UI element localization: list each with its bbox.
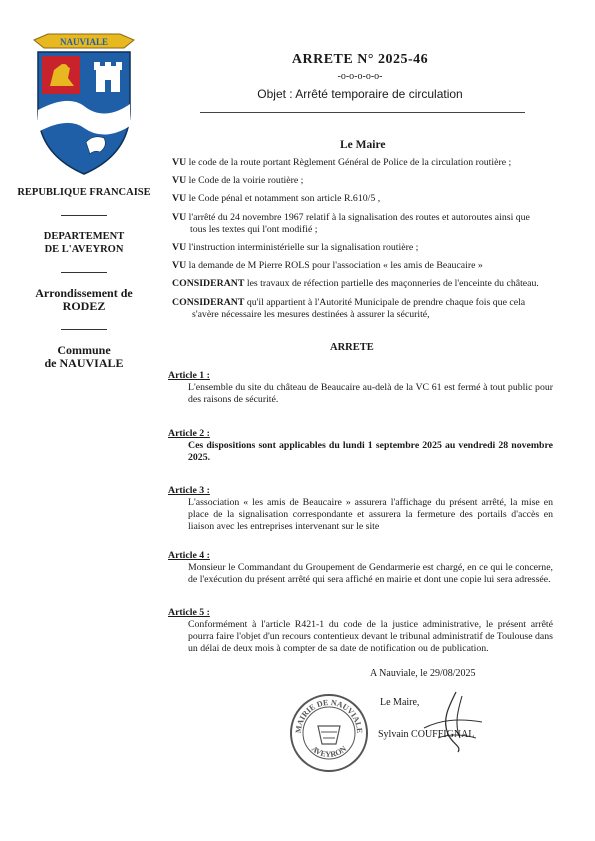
department-line-1: DEPARTEMENT — [43, 231, 125, 242]
preamble-keyword: CONSIDERANT — [172, 296, 245, 308]
article-body: Monsieur le Commandant du Groupement de Gendarmerie est chargé, en ce qui le concerne, de l'exécution du présent arrêté qui sera affiché en mairie et dont une copie lui sera adressée. — [188, 562, 553, 585]
preamble-item — [172, 193, 557, 205]
svg-text:AVEYRON: AVEYRON — [309, 744, 349, 759]
preamble-keyword: VU — [172, 211, 187, 223]
preamble-item — [172, 157, 557, 169]
left-column — [14, 30, 154, 370]
title-ornament: -o-o-o-o-o- — [337, 71, 383, 82]
maire-heading: Le Maire — [340, 139, 386, 151]
header-divider — [200, 112, 525, 113]
article-1 — [168, 370, 553, 406]
arrondissement-line-1: Arrondissement de — [35, 286, 133, 300]
commune-label — [14, 344, 154, 370]
preamble-text: la demande de M Pierre ROLS pour l'association « les amis de Beaucaire » — [186, 260, 483, 272]
article-title: Article 2 : — [168, 428, 210, 439]
svg-text:NAUVIALE: NAUVIALE — [59, 37, 109, 47]
preamble-item — [172, 212, 557, 236]
article-2 — [168, 428, 553, 464]
article-4 — [168, 550, 553, 586]
preamble-item — [172, 242, 557, 254]
official-seal-icon — [288, 692, 370, 774]
signatory-title: Le Maire, — [380, 697, 420, 708]
preamble-keyword: VU — [172, 157, 187, 168]
article-body: Conformément à l'article R421-1 du code de la justice administrative, le présent arrêté pourra faire l'objet d'un recours contentieux devant le tribunal administratif de Toulouse dans un délai de deux mois à compter de sa date de notification ou de publication. — [188, 619, 553, 654]
preamble-text: le Code pénal et notamment son article R.610/5 , — [186, 193, 381, 205]
republic-label: REPUBLIQUE FRANCAISE — [17, 187, 151, 198]
preamble-text: le Code de la voirie routière ; — [186, 175, 304, 187]
preamble-item — [172, 278, 557, 290]
preamble-keyword: VU — [172, 193, 187, 205]
arrete-heading: ARRETE — [330, 342, 374, 353]
commune-line-1: Commune — [57, 343, 111, 357]
preamble-keyword: CONSIDERANT — [172, 278, 245, 290]
arrondissement-line-2: RODEZ — [62, 299, 106, 313]
article-3 — [168, 485, 553, 533]
preamble-text: l'instruction interministérielle sur la signalisation routière ; — [186, 242, 419, 254]
commune-line-2: de NAUVIALE — [44, 356, 124, 370]
preamble-continuation: tous les textes qui l'ont modifié ; — [190, 223, 318, 235]
article-body: L'ensemble du site du château de Beaucaire au-delà de la VC 61 est fermé à tout public pour des raisons de sécurité. — [188, 382, 553, 405]
svg-text:MAIRIE DE NAUVIALE: MAIRIE DE NAUVIALE — [293, 697, 365, 734]
preamble-continuation: s'avère nécessaire les mesures destinées à assurer la sécurité, — [192, 308, 430, 320]
department-label — [14, 230, 154, 256]
preamble-item — [172, 175, 557, 187]
document-header — [210, 52, 510, 101]
preamble-text: l'arrêté du 24 novembre 1967 relatif à la signalisation des routes et autoroutes ainsi que — [186, 211, 530, 223]
preamble-keyword: VU — [172, 242, 187, 254]
article-5 — [168, 607, 553, 655]
place-date: A Nauviale, le 29/08/2025 — [370, 668, 476, 679]
divider — [61, 329, 107, 330]
article-body: L'association « les amis de Beaucaire » assurera l'affichage du présent arrêté, la mise en place de la signalisation correspondante et assurera la fermeture des portails d'accès en liaison avec les entreprises intervenant sur le site — [188, 497, 553, 532]
preamble-text: qu'il appartient à l'Autorité Municipale de prendre chaque fois que cela — [244, 296, 526, 308]
article-title: Article 1 : — [168, 370, 210, 381]
article-title: Article 5 : — [168, 607, 210, 618]
document-object: Objet : Arrêté temporaire de circulation — [257, 87, 463, 101]
document-title: ARRETE N° 2025-46 — [291, 52, 429, 67]
preamble-text: les travaux de réfection partielle des maçonneries de l'enceinte du château. — [244, 278, 539, 290]
preamble-text: le code de la route portant Règlement Général de Police de la circulation routière ; — [186, 157, 512, 168]
article-title: Article 4 : — [168, 550, 210, 561]
department-line-2: DE L'AVEYRON — [44, 244, 124, 255]
coat-of-arms-icon — [28, 30, 140, 178]
article-title: Article 3 : — [168, 485, 210, 496]
divider — [61, 272, 107, 273]
article-body: Ces dispositions sont applicables du lundi 1 septembre 2025 au vendredi 28 novembre 2025. — [188, 440, 553, 463]
arrondissement-label — [14, 287, 154, 313]
preamble-item — [172, 297, 557, 321]
preamble-keyword: VU — [172, 260, 187, 272]
preamble-item — [172, 260, 557, 272]
divider — [61, 215, 107, 216]
preamble-keyword: VU — [172, 175, 187, 187]
preamble-list — [172, 157, 557, 327]
signatory-name: Sylvain COUFFIGNAL — [378, 729, 475, 740]
handwritten-signature-icon — [418, 690, 488, 756]
